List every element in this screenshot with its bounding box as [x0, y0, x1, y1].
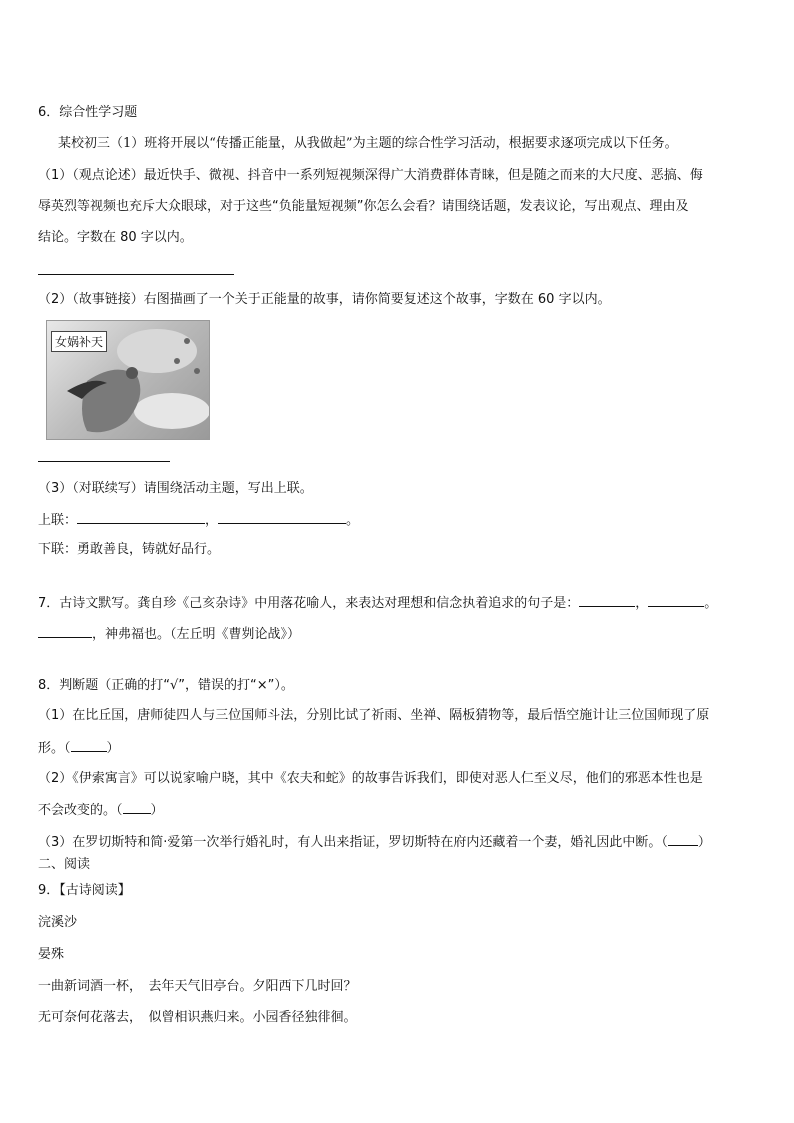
- q7-blank-1[interactable]: [579, 593, 635, 607]
- q8-item1-blank[interactable]: [71, 738, 107, 752]
- q7-end: 。: [704, 596, 718, 611]
- q8-title: 8．判断题（正确的打“√”，错误的打“×”）。: [38, 678, 294, 693]
- answer-line-part2[interactable]: [38, 461, 170, 462]
- q7-line2-text: ，神弗福也。（左丘明《曹刿论战》）: [92, 627, 301, 642]
- q7-blank-3[interactable]: [38, 624, 92, 638]
- lower-couplet: 下联：勇敢善良，铸就好品行。: [38, 542, 221, 557]
- q8-item3-blank[interactable]: [668, 832, 698, 846]
- poem-line-1: 一曲新词酒一杯， 去年天气旧亭台。夕阳西下几时回？: [38, 979, 357, 994]
- q8-item2-open: 不会改变的。（: [38, 803, 123, 818]
- q6-part2: （2）（故事链接）右图描画了一个关于正能量的故事，请你简要复述这个故事，字数在 60 字以内。: [38, 292, 611, 307]
- q7-sep: ，: [635, 596, 649, 611]
- upper-blank-1[interactable]: [77, 510, 205, 524]
- q8-item1-close: ）: [106, 741, 120, 756]
- q8-item2-close: ）: [150, 803, 164, 818]
- story-illustration-label: 女娲补天: [51, 331, 107, 352]
- q8-item3-text: （3）在罗切斯特和简·爱第一次举行婚礼时，有人出来指证，罗切斯特在府内还藏着一个妻，婚礼因此中断。（: [38, 835, 668, 850]
- q7-blank-2[interactable]: [648, 593, 704, 607]
- upper-couplet-line: [38, 510, 359, 531]
- q8-item2-line1: （2）《伊索寓言》可以说家喻户晓，其中《农夫和蛇》的故事告诉我们，即使对恶人仁至义尽，他们的邪恶本性也是: [38, 771, 703, 786]
- section-heading-reading: 二、阅读: [38, 857, 91, 872]
- q7-line1: [38, 593, 717, 614]
- upper-blank-2[interactable]: [218, 510, 346, 524]
- q7-line2: [38, 624, 300, 645]
- q8-item1-line2: [38, 738, 120, 759]
- answer-line-part1[interactable]: [38, 274, 234, 275]
- q6-part1-line2: 辱英烈等视频也充斥大众眼球，对于这些“负能量短视频”你怎么会看？请围绕话题，发表议论，写出观点、理由及: [38, 199, 689, 214]
- poem-line-2: 无可奈何花落去， 似曾相识燕归来。小园香径独徘徊。: [38, 1010, 357, 1025]
- q6-part3: （3）（对联续写）请围绕活动主题，写出上联。: [38, 481, 313, 496]
- poem-title: 浣溪沙: [38, 915, 78, 930]
- q6-title: 6．综合性学习题: [38, 105, 138, 120]
- q6-intro: 某校初三（1）班将开展以“传播正能量，从我做起”为主题的综合性学习活动，根据要求逐项完成以下任务。: [58, 136, 678, 151]
- q6-part1-line3: 结论。字数在 80 字以内。: [38, 230, 193, 245]
- poem-author: 晏殊: [38, 947, 65, 962]
- goddess-figure-icon: [47, 321, 209, 439]
- upper-couplet-label: 上联：: [38, 513, 78, 528]
- q8-item2-line2: [38, 800, 164, 821]
- q7-prompt: 7．古诗文默写。龚自珍《己亥杂诗》中用落花喻人，来表达对理想和信念执着追求的句子是：: [38, 596, 580, 611]
- q8-item3-close: ）: [697, 835, 711, 850]
- q8-item1-line1: （1）在比丘国，唐师徒四人与三位国师斗法，分别比试了祈雨、坐禅、隔板猜物等，最后悟空施计让三位国师现了原: [38, 708, 710, 723]
- upper-sep: ，: [205, 513, 219, 528]
- story-illustration: [46, 320, 210, 440]
- q8-item1-open: 形。（: [38, 741, 71, 756]
- upper-end: 。: [346, 513, 360, 528]
- q9-title: 9．【古诗阅读】: [38, 883, 131, 898]
- q8-item3: [38, 832, 711, 853]
- q8-item2-blank[interactable]: [123, 800, 151, 814]
- q6-part1-line1: （1）（观点论述）最近快手、微视、抖音中一系列短视频深得广大消费群体青睐，但是随之而来的大尺度、恶搞、侮: [38, 168, 703, 183]
